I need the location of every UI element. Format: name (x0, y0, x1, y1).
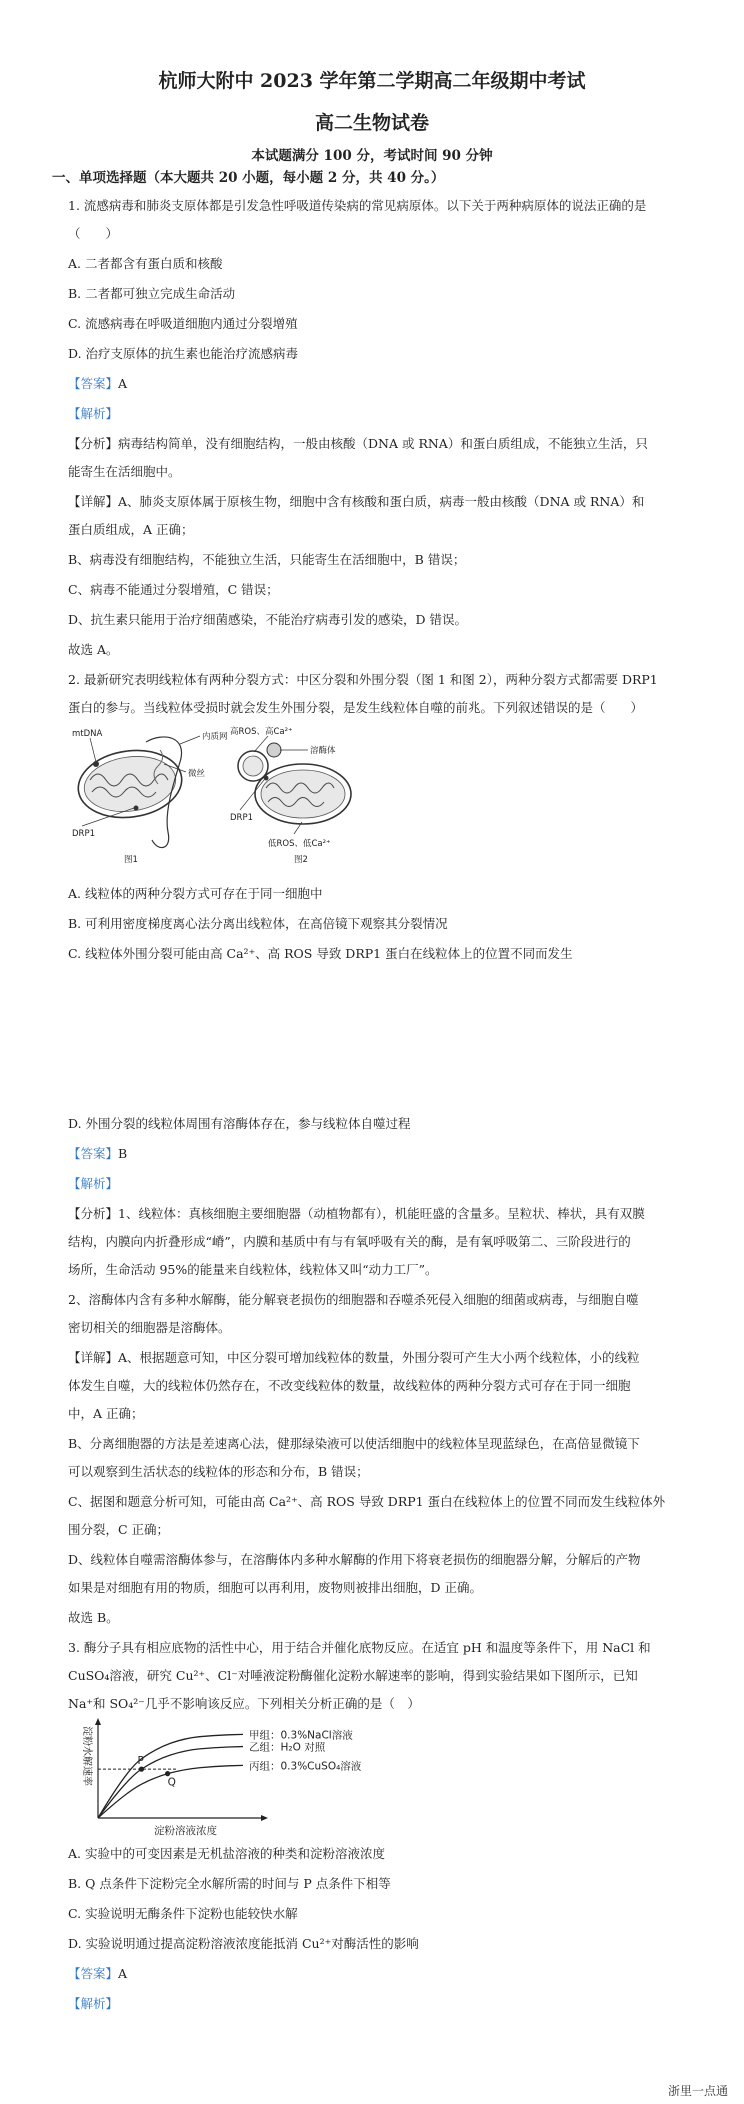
lysosome (267, 743, 281, 757)
analysis-text: 1、线粒体：真核细胞主要细胞器（动植物都有），机能旺盛的含量多。呈粒状、棒状，具有双膜 (118, 1206, 645, 1221)
q2-analysis-4: 2、溶酶体内含有多种水解酶，能分解衰老损伤的细胞器和吞噬杀死侵入细胞的细菌或病毒，与细胞自噬 (68, 1292, 639, 1307)
caption-fig1: 图1 (124, 855, 138, 865)
q1-detail-2: 蛋白质组成，A 正确； (68, 522, 194, 537)
x-axis-label: 淀粉溶液浓度 (154, 1825, 217, 1837)
detail-tag: 【详解】 (68, 494, 119, 509)
q2-detail-2: 体发生自噬，大的线粒体仍然存在，不改变线粒体的数量，故线粒体的两种分裂方式可存在于同一细胞 (68, 1378, 631, 1393)
point-q (165, 1771, 170, 1776)
q1-paren: （ ） (68, 226, 119, 241)
q3-option-b: B. Q 点条件下淀粉完全水解所需的时间与 P 点条件下相等 (68, 1876, 391, 1891)
caption-fig2: 图2 (294, 855, 308, 865)
legend-label-1: 甲组：0.3%NaCl溶液 (249, 1729, 353, 1742)
q3-option-c: C. 实验说明无酶条件下淀粉也能较快水解 (68, 1906, 298, 1921)
answer-tag: 【答案】 (68, 1146, 119, 1161)
q3-option-a: A. 实验中的可变因素是无机盐溶液的种类和淀粉溶液浓度 (68, 1846, 385, 1861)
drp1-dot-1 (134, 806, 139, 811)
q2-detail-1 (68, 1350, 640, 1366)
label-high-ros: 高ROS、高Ca²⁺ (230, 727, 293, 737)
analysis-text: 病毒结构简单，没有细胞结构，一般由核酸（DNA 或 RNA）和蛋白质组成，不能独立生活，只 (118, 436, 648, 451)
q2-stem-2: 蛋白的参与。当线粒体受损时就会发生外围分裂，是发生线粒体自噬的前兆。下列叙述错误的是（ ） (68, 700, 644, 715)
q3-stem-2: CuSO₄溶液，研究 Cu²⁺、Cl⁻对唾液淀粉酶催化淀粉水解速率的影响，得到实验结果如下图所示，已知 (68, 1668, 638, 1683)
label-microfilament: 微丝 (188, 769, 206, 779)
detail-text: A、根据题意可知，中区分裂可增加线粒体的数量，外围分裂可产生大小两个线粒体，小的线粒 (118, 1350, 640, 1365)
q1-detail-3: B、病毒没有细胞结构，不能独立生活，只能寄生在活细胞中，B 错误； (68, 552, 466, 567)
q1-detail-1 (68, 494, 644, 510)
q2-detail-3: 中，A 正确； (68, 1406, 144, 1421)
q1-detail-4: C、病毒不能通过分裂增殖，C 错误； (68, 582, 279, 597)
q2-detail-6: C、据图和题意分析可知，可能由高 Ca²⁺、高 ROS 导致 DRP1 蛋白在线粒体上的位置不同而发生线粒体外 (68, 1494, 666, 1509)
q2-detail-9: 如果是对细胞有用的物质，细胞可以再利用，废物则被排出细胞，D 正确。 (68, 1580, 482, 1595)
detail-text: A、肺炎支原体属于原核生物，细胞中含有核酸和蛋白质，病毒一般由核酸（DNA 或 RNA）和 (118, 494, 645, 509)
q2-analysis-1 (68, 1206, 645, 1222)
q1-stem: 1. 流感病毒和肺炎支原体都是引发急性呼吸道传染病的常见病原体。以下关于两种病原体的说法正确的是 (68, 198, 647, 213)
q1-option-d: D. 治疗支原体的抗生素也能治疗流感病毒 (68, 346, 299, 361)
legend-label-3: 丙组：0.3%CuSO₄溶液 (249, 1760, 362, 1773)
exam-info: 本试题满分 100 分，考试时间 90 分钟 (251, 148, 493, 164)
y-axis-label: 淀粉水解速率 (81, 1726, 92, 1786)
q3-stem-3: Na⁺和 SO₄²⁻几乎不影响该反应。下列相关分析正确的是（ ） (68, 1696, 420, 1711)
q1-option-c: C. 流感病毒在呼吸道细胞内通过分裂增殖 (68, 316, 298, 331)
point-label-q: Q (167, 1776, 176, 1789)
q1-detail-5: D、抗生素只能用于治疗细菌感染，不能治疗病毒引发的感染，D 错误。 (68, 612, 468, 627)
q3-explain-tag: 【解析】 (68, 1996, 119, 2011)
label-lysosome: 溶酶体 (310, 746, 336, 756)
series-line-3 (98, 1765, 243, 1818)
q1-analysis-1 (68, 436, 648, 452)
figure-1 (72, 729, 228, 865)
q1-analysis-2: 能寄生在活细胞中。 (68, 464, 181, 479)
footer-watermark: 浙里一点通 (667, 2084, 728, 2098)
q2-detail-4: B、分离细胞器的方法是差速离心法，健那绿染液可以使活细胞中的线粒体呈现蓝绿色，在高倍显微镜下 (68, 1436, 640, 1451)
label-mtdna: mtDNA (72, 729, 103, 739)
detail-tag: 【详解】 (68, 1350, 119, 1365)
point-label-p: P (137, 1755, 144, 1768)
q2-analysis-2: 结构，内膜向内折叠形成“嵴”，内膜和基质中有与有氧呼吸有关的酶，是有氧呼吸第二、三阶段进行的 (68, 1234, 631, 1249)
q1-option-b: B. 二者都可独立完成生命活动 (68, 286, 236, 301)
q2-option-d: D. 外围分裂的线粒体周围有溶酶体存在，参与线粒体自噬过程 (68, 1116, 411, 1131)
q2-option-b: B. 可利用密度梯度离心法分离出线粒体，在高倍镜下观察其分裂情况 (68, 916, 448, 931)
label-drp1-b: DRP1 (230, 813, 253, 823)
drp1-dot-2 (264, 776, 269, 781)
y-axis-arrow (95, 1718, 101, 1725)
q2-detail-8: D、线粒体自噬需溶酶体参与，在溶酶体内多种水解酶的作用下将衰老损伤的细胞器分解，分解后的产物 (68, 1552, 641, 1567)
mitochondria-figure (68, 722, 368, 870)
section-heading: 一、单项选择题（本大题共 20 小题，每小题 2 分，共 40 分。） (52, 170, 445, 186)
exam-subtitle: 高二生物试卷 (314, 112, 429, 134)
answer-tag: 【答案】 (68, 1966, 119, 1981)
q1-option-a: A. 二者都含有蛋白质和核酸 (68, 256, 223, 271)
q1-explain-tag: 【解析】 (68, 406, 119, 421)
analysis-tag: 【分析】 (68, 1206, 119, 1221)
q2-stem-1: 2. 最新研究表明线粒体有两种分裂方式：中区分裂和外围分裂（图 1 和图 2），两种分裂方式都需要 DRP1 (68, 672, 658, 687)
x-axis-arrow (261, 1815, 268, 1821)
q2-explain-tag: 【解析】 (68, 1176, 119, 1191)
exam-title: 杭师大附中 2023 学年第二学期高二年级期中考试 (158, 70, 586, 92)
q2-detail-7: 围分裂，C 正确； (68, 1522, 170, 1537)
answer-value: B (118, 1146, 128, 1161)
answer-tag: 【答案】 (68, 376, 119, 391)
q2-final: 故选 B。 (68, 1610, 119, 1625)
label-er: 内质网 (202, 732, 228, 742)
q2-analysis-5: 密切相关的细胞器是溶酶体。 (68, 1320, 231, 1335)
q2-option-a: A. 线粒体的两种分裂方式可存在于同一细胞中 (68, 886, 323, 901)
answer-value: A (118, 1966, 128, 1981)
q3-stem-1: 3. 酶分子具有相应底物的活性中心，用于结合并催化底物反应。在适宜 pH 和温度等条件下，用 NaCl 和 (68, 1640, 651, 1655)
label-drp1-a: DRP1 (72, 829, 95, 839)
q2-analysis-3: 场所，生命活动 95%的能量来自线粒体，线粒体又叫“动力工厂”。 (68, 1262, 438, 1277)
legend-label-2: 乙组：H₂O 对照 (249, 1741, 326, 1754)
q3-option-d: D. 实验说明通过提高淀粉溶液浓度能抵消 Cu²⁺对酶活性的影响 (68, 1936, 419, 1951)
q1-final: 故选 A。 (68, 642, 119, 657)
q2-detail-5: 可以观察到生活状态的线粒体的形态和分布，B 错误； (68, 1464, 369, 1479)
label-low-ros: 低ROS、低Ca²⁺ (268, 839, 331, 849)
answer-value: A (118, 376, 128, 391)
q2-option-c: C. 线粒体外围分裂可能由高 Ca²⁺、高 ROS 导致 DRP1 蛋白在线粒体上的位置不同而发生 (68, 946, 573, 961)
figure-2 (230, 726, 351, 865)
q2-answer (68, 1146, 127, 1162)
inner-membrane-2 (261, 770, 345, 818)
analysis-tag: 【分析】 (68, 436, 119, 451)
rate-chart (58, 1718, 378, 1838)
q1-answer (68, 376, 127, 392)
q3-answer (68, 1966, 127, 1982)
